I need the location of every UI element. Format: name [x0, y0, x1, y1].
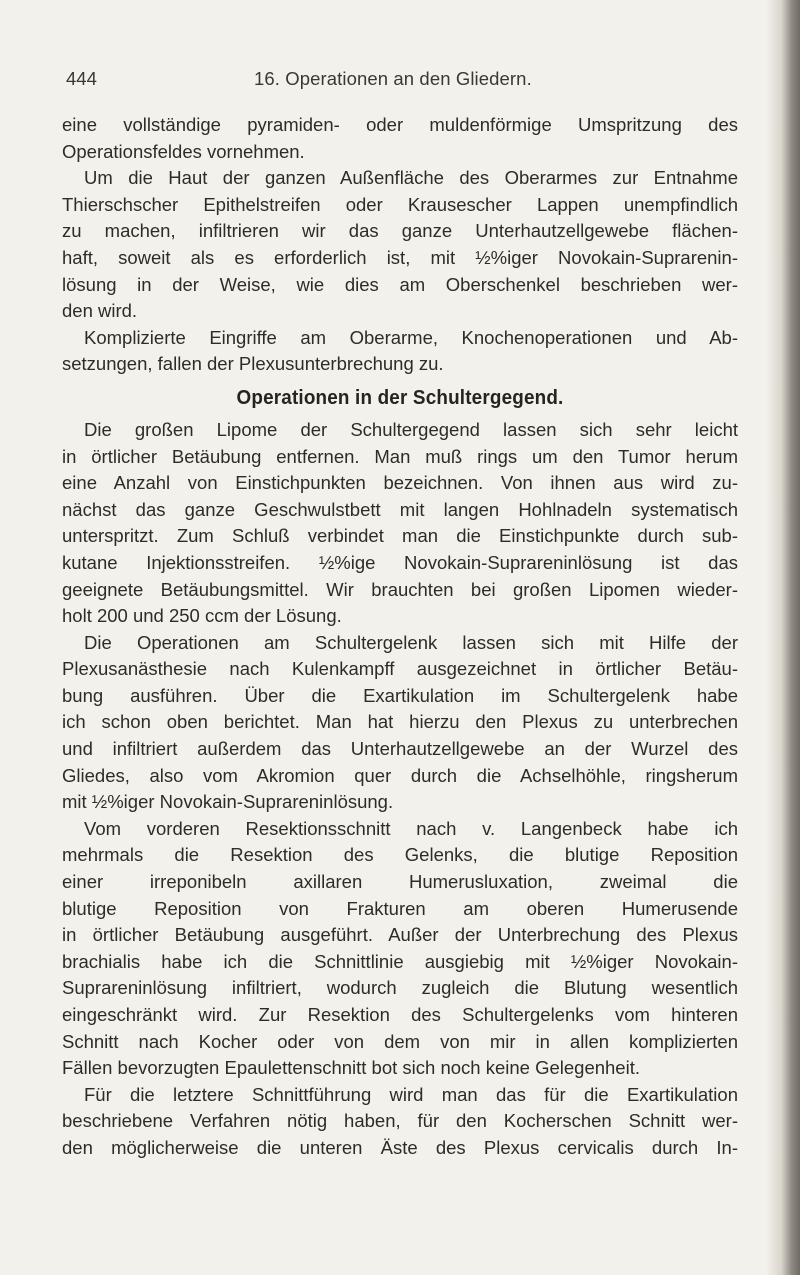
text-line: Schnitt nach Kocher oder von dem von mir in allen komplizierten	[62, 1030, 738, 1052]
text-line: in örtlicher Betäubung entfernen. Man muß rings um den Tumor herum	[62, 445, 738, 467]
text-line: Operationsfeldes vornehmen.	[62, 140, 305, 162]
section-heading: Operationen in der Schultergegend.	[236, 385, 564, 409]
text-line: eine Anzahl von Einstichpunkten bezeichnen. Von ihnen aus wird zu-	[62, 472, 738, 494]
paragraph-start: Die großen Lipome der Schultergegend lassen sich sehr leicht	[84, 418, 738, 440]
paragraph-start: Komplizierte Eingriffe am Oberarme, Knochenoperationen und Ab-	[84, 326, 738, 348]
body-text	[62, 112, 738, 1162]
text-line: mehrmals die Resektion des Gelenks, die blutige Reposition	[62, 844, 738, 866]
text-line: nächst das ganze Geschwulstbett mit langen Hohlnadeln systematisch	[62, 498, 738, 520]
text-line: in örtlicher Betäubung ausgeführt. Außer der Unterbrechung des Plexus	[62, 924, 738, 946]
text-line: haft, soweit als es erforderlich ist, mit ½%iger Novokain-Suprarenin-	[62, 246, 738, 268]
text-line: blutige Reposition von Frakturen am oberen Humerusende	[62, 897, 738, 919]
paragraph-start: Um die Haut der ganzen Außenfläche des Oberarmes zur Entnahme	[84, 167, 738, 189]
paragraph-start: Für die letztere Schnittführung wird man das für die Exartikulation	[84, 1083, 738, 1105]
text-line: holt 200 und 250 ccm der Lösung.	[62, 605, 342, 627]
text-line: geeignete Betäubungsmittel. Wir brauchten bei großen Lipomen wieder-	[62, 578, 738, 600]
text-line: den möglicherweise die unteren Äste des Plexus cervicalis durch In-	[62, 1136, 738, 1158]
text-line: einer irreponibeln axillaren Humerusluxation, zweimal die	[62, 871, 738, 893]
text-line: unterspritzt. Zum Schluß verbindet man die Einstichpunkte durch sub-	[62, 525, 738, 547]
text-line: beschriebene Verfahren nötig haben, für den Kocherschen Schnitt wer-	[62, 1110, 738, 1132]
running-title: 16. Operationen an den Gliedern.	[254, 68, 532, 89]
text-line: Suprareninlösung infiltriert, wodurch zugleich die Blutung wesentlich	[62, 977, 738, 999]
paragraph-start: Vom vorderen Resektionsschnitt nach v. Langenbeck habe ich	[84, 817, 738, 839]
text-line: Gliedes, also vom Akromion quer durch die Achselhöhle, ringsherum	[62, 764, 738, 786]
text-line: Thierschscher Epithelstreifen oder Krausescher Lappen unempfindlich	[62, 193, 738, 215]
text-line: eingeschränkt wird. Zur Resektion des Schultergelenks vom hinteren	[62, 1004, 738, 1025]
text-line: und infiltriert außerdem das Unterhautzellgewebe an der Wurzel des	[62, 738, 738, 760]
text-line: den wird.	[62, 300, 138, 322]
text-line: ich schon oben berichtet. Man hat hierzu den Plexus zu unterbrechen	[62, 711, 738, 733]
text-line: Fällen bevorzugten Epaulettenschnitt bot sich noch keine Gelegenheit.	[62, 1057, 640, 1079]
text-line: Plexusanästhesie nach Kulenkampff ausgezeichnet in örtlicher Betäu-	[62, 658, 738, 680]
text-line: bung ausführen. Über die Exartikulation im Schultergelenk habe	[62, 684, 738, 706]
text-line: mit ½%iger Novokain-Suprareninlösung.	[62, 791, 394, 813]
running-header	[66, 66, 736, 92]
text-line: zu machen, infiltrieren wir das ganze Unterhautzellgewebe flächen-	[62, 220, 738, 242]
text-line: lösung in der Weise, wie dies am Oberschenkel beschrieben wer-	[62, 273, 738, 295]
text-line: setzungen, fallen der Plexusunterbrechung zu.	[62, 353, 444, 375]
page-edge-shadow	[766, 0, 800, 1275]
paragraph-start: Die Operationen am Schultergelenk lassen sich mit Hilfe der	[84, 631, 738, 653]
text-line: eine vollständige pyramiden- oder muldenförmige Umspritzung des	[62, 114, 738, 135]
page-number: 444	[66, 68, 97, 89]
text-line: brachialis habe ich die Schnittlinie ausgiebig mit ½%iger Novokain-	[62, 950, 738, 972]
text-line: kutane Injektionsstreifen. ½%ige Novokain-Suprareninlösung ist das	[62, 551, 738, 573]
